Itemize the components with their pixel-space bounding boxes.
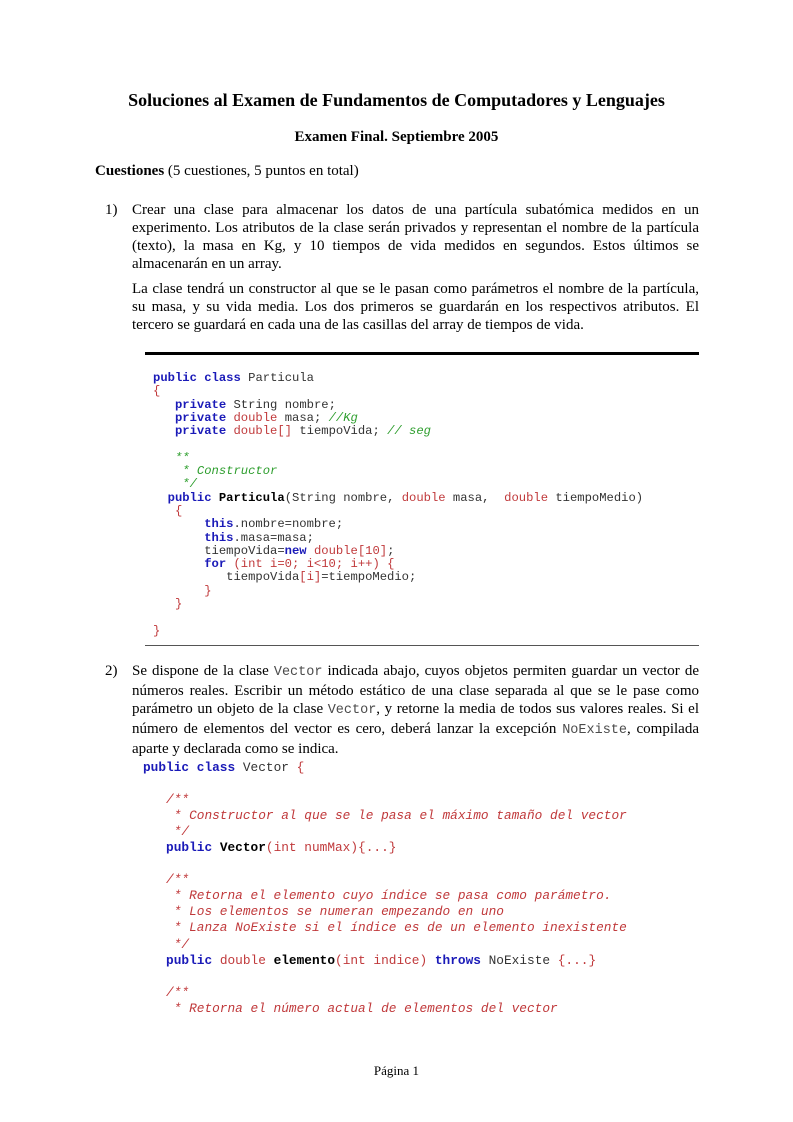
section-detail: (5 cuestiones, 5 puntos en total): [167, 163, 359, 179]
question-text: indicada abajo, cuyos objetos permiten guardar un vector de números reales. Escribir un método estático de una clase separada al que se le pase como parámetro un objeto de la clase: [132, 663, 700, 717]
inline-code: Vector: [327, 703, 377, 718]
code-block-top-rule: [145, 352, 699, 355]
code-token: {: [296, 760, 305, 775]
code-token: masa,: [445, 490, 505, 505]
code-token: class: [204, 371, 241, 385]
code-block-vector: [143, 760, 627, 1017]
code-token: class: [196, 760, 236, 775]
question-number: 2): [105, 663, 118, 679]
question-text: , compilada aparte y declarada como se indica.: [132, 721, 699, 757]
question-paragraph: [132, 662, 699, 758]
code-token: masa;: [284, 410, 322, 425]
code-token: // seg: [387, 424, 431, 439]
code-block-bottom-rule: [145, 645, 699, 646]
question-text: Se dispone de la clase: [132, 663, 274, 679]
code-token: nombre;: [284, 397, 336, 412]
question-number: 1): [105, 202, 118, 218]
code-token: * Lanza NoExiste si el índice es de un elemento inexistente: [166, 920, 627, 936]
code-token: public: [166, 840, 213, 856]
code-token: {: [174, 503, 183, 518]
code-token: }: [204, 583, 212, 598]
code-token: //Kg: [328, 410, 358, 425]
question-2: [95, 662, 699, 765]
code-token: tiempoMedio): [548, 490, 644, 505]
code-token: private: [174, 410, 227, 425]
code-token: }: [153, 623, 161, 638]
code-token: {...}: [557, 952, 597, 968]
code-token: new: [284, 543, 307, 558]
code-token: Vector: [219, 840, 266, 856]
code-token: String: [233, 397, 278, 412]
question-text: , y retorne la media de todos sus valores reales. Si el número de elementos del vector es cero, deberá lanzar la excepción: [132, 701, 699, 737]
code-token: double: [401, 490, 446, 505]
code-token: private: [174, 397, 227, 412]
code-token: tiempoVida=: [204, 543, 285, 558]
code-token: */: [174, 477, 197, 492]
code-token: .masa=masa;: [233, 530, 314, 545]
code-token: Particula: [218, 490, 285, 505]
code-token: for: [204, 557, 227, 572]
code-token: * Retorna el número actual de elementos del vector: [166, 1000, 558, 1016]
code-block-particula: [153, 372, 643, 638]
code-token: (int numMax){...}: [265, 840, 397, 856]
code-token: * Retorna el elemento cuyo índice se pasa como parámetro.: [166, 888, 612, 904]
code-token: **: [174, 450, 190, 465]
code-token: .nombre=nombre;: [233, 517, 344, 532]
code-token: * Constructor al que se le pasa el máximo tamaño del vector: [166, 808, 627, 824]
code-token: public: [143, 760, 190, 775]
code-token: */: [166, 824, 190, 840]
code-token: double[]: [233, 424, 292, 439]
section-heading: [95, 163, 359, 180]
code-token: this: [204, 517, 234, 532]
code-token: Vector: [242, 760, 289, 775]
code-token: */: [166, 936, 190, 952]
code-token: }: [174, 597, 183, 612]
question-paragraph: La clase tendrá un constructor al que se le pasan como parámetros el nombre de la partícula, su masa, y su vida media. Los dos primeros se guardarán en los respectivos atributos. El tercero se guardará en cada una de las casillas del array de tiempos de vida.: [132, 281, 699, 333]
code-token: (int i=0; i<10; i++) {: [233, 557, 395, 572]
code-token: * Los elementos se numeran empezando en uno: [166, 904, 504, 920]
inline-code: NoExiste: [562, 723, 627, 738]
code-token: elemento: [273, 952, 336, 968]
code-token: /**: [166, 872, 190, 888]
code-token: double: [233, 410, 278, 425]
section-label: Cuestiones: [95, 163, 165, 179]
code-token: ;: [387, 543, 395, 558]
code-token: (String nombre,: [284, 490, 402, 505]
document-title: Soluciones al Examen de Fundamentos de Computadores y Lenguajes: [128, 90, 665, 110]
question-paragraph: Crear una clase para almacenar los datos de una partícula subatómica medidos en un experimento. Los atributos de la clase serán privados y representan el nombre de la partícula (texto), la masa en Kg, y 10 tiempos de vida medidos en segundos. Estos últimos se almacenarán en un array.: [132, 202, 699, 272]
code-token: tiempoVida: [226, 570, 300, 585]
code-token: =tiempoMedio;: [321, 570, 417, 585]
code-token: Particula: [248, 371, 314, 385]
code-token: this: [204, 530, 234, 545]
code-token: (int indice): [335, 952, 428, 968]
code-token: tiempoVida;: [299, 424, 380, 439]
document-subtitle: Examen Final. Septiembre 2005: [294, 129, 499, 145]
code-token: public: [153, 371, 197, 385]
code-token: double[10]: [313, 543, 388, 558]
code-token: * Constructor: [174, 464, 278, 479]
code-token: {: [153, 384, 161, 399]
code-token: NoExiste: [488, 952, 551, 968]
code-token: double: [219, 952, 266, 968]
code-token: private: [174, 424, 227, 439]
question-1: [95, 201, 699, 341]
code-token: [i]: [299, 570, 322, 585]
code-token: throws: [434, 952, 481, 968]
code-token: /**: [166, 984, 190, 1000]
code-token: public: [167, 490, 212, 505]
page-number: Página 1: [373, 1063, 420, 1078]
code-token: double: [504, 490, 549, 505]
code-token: public: [166, 952, 213, 968]
inline-code: Vector: [273, 665, 323, 680]
code-token: /**: [166, 792, 190, 808]
